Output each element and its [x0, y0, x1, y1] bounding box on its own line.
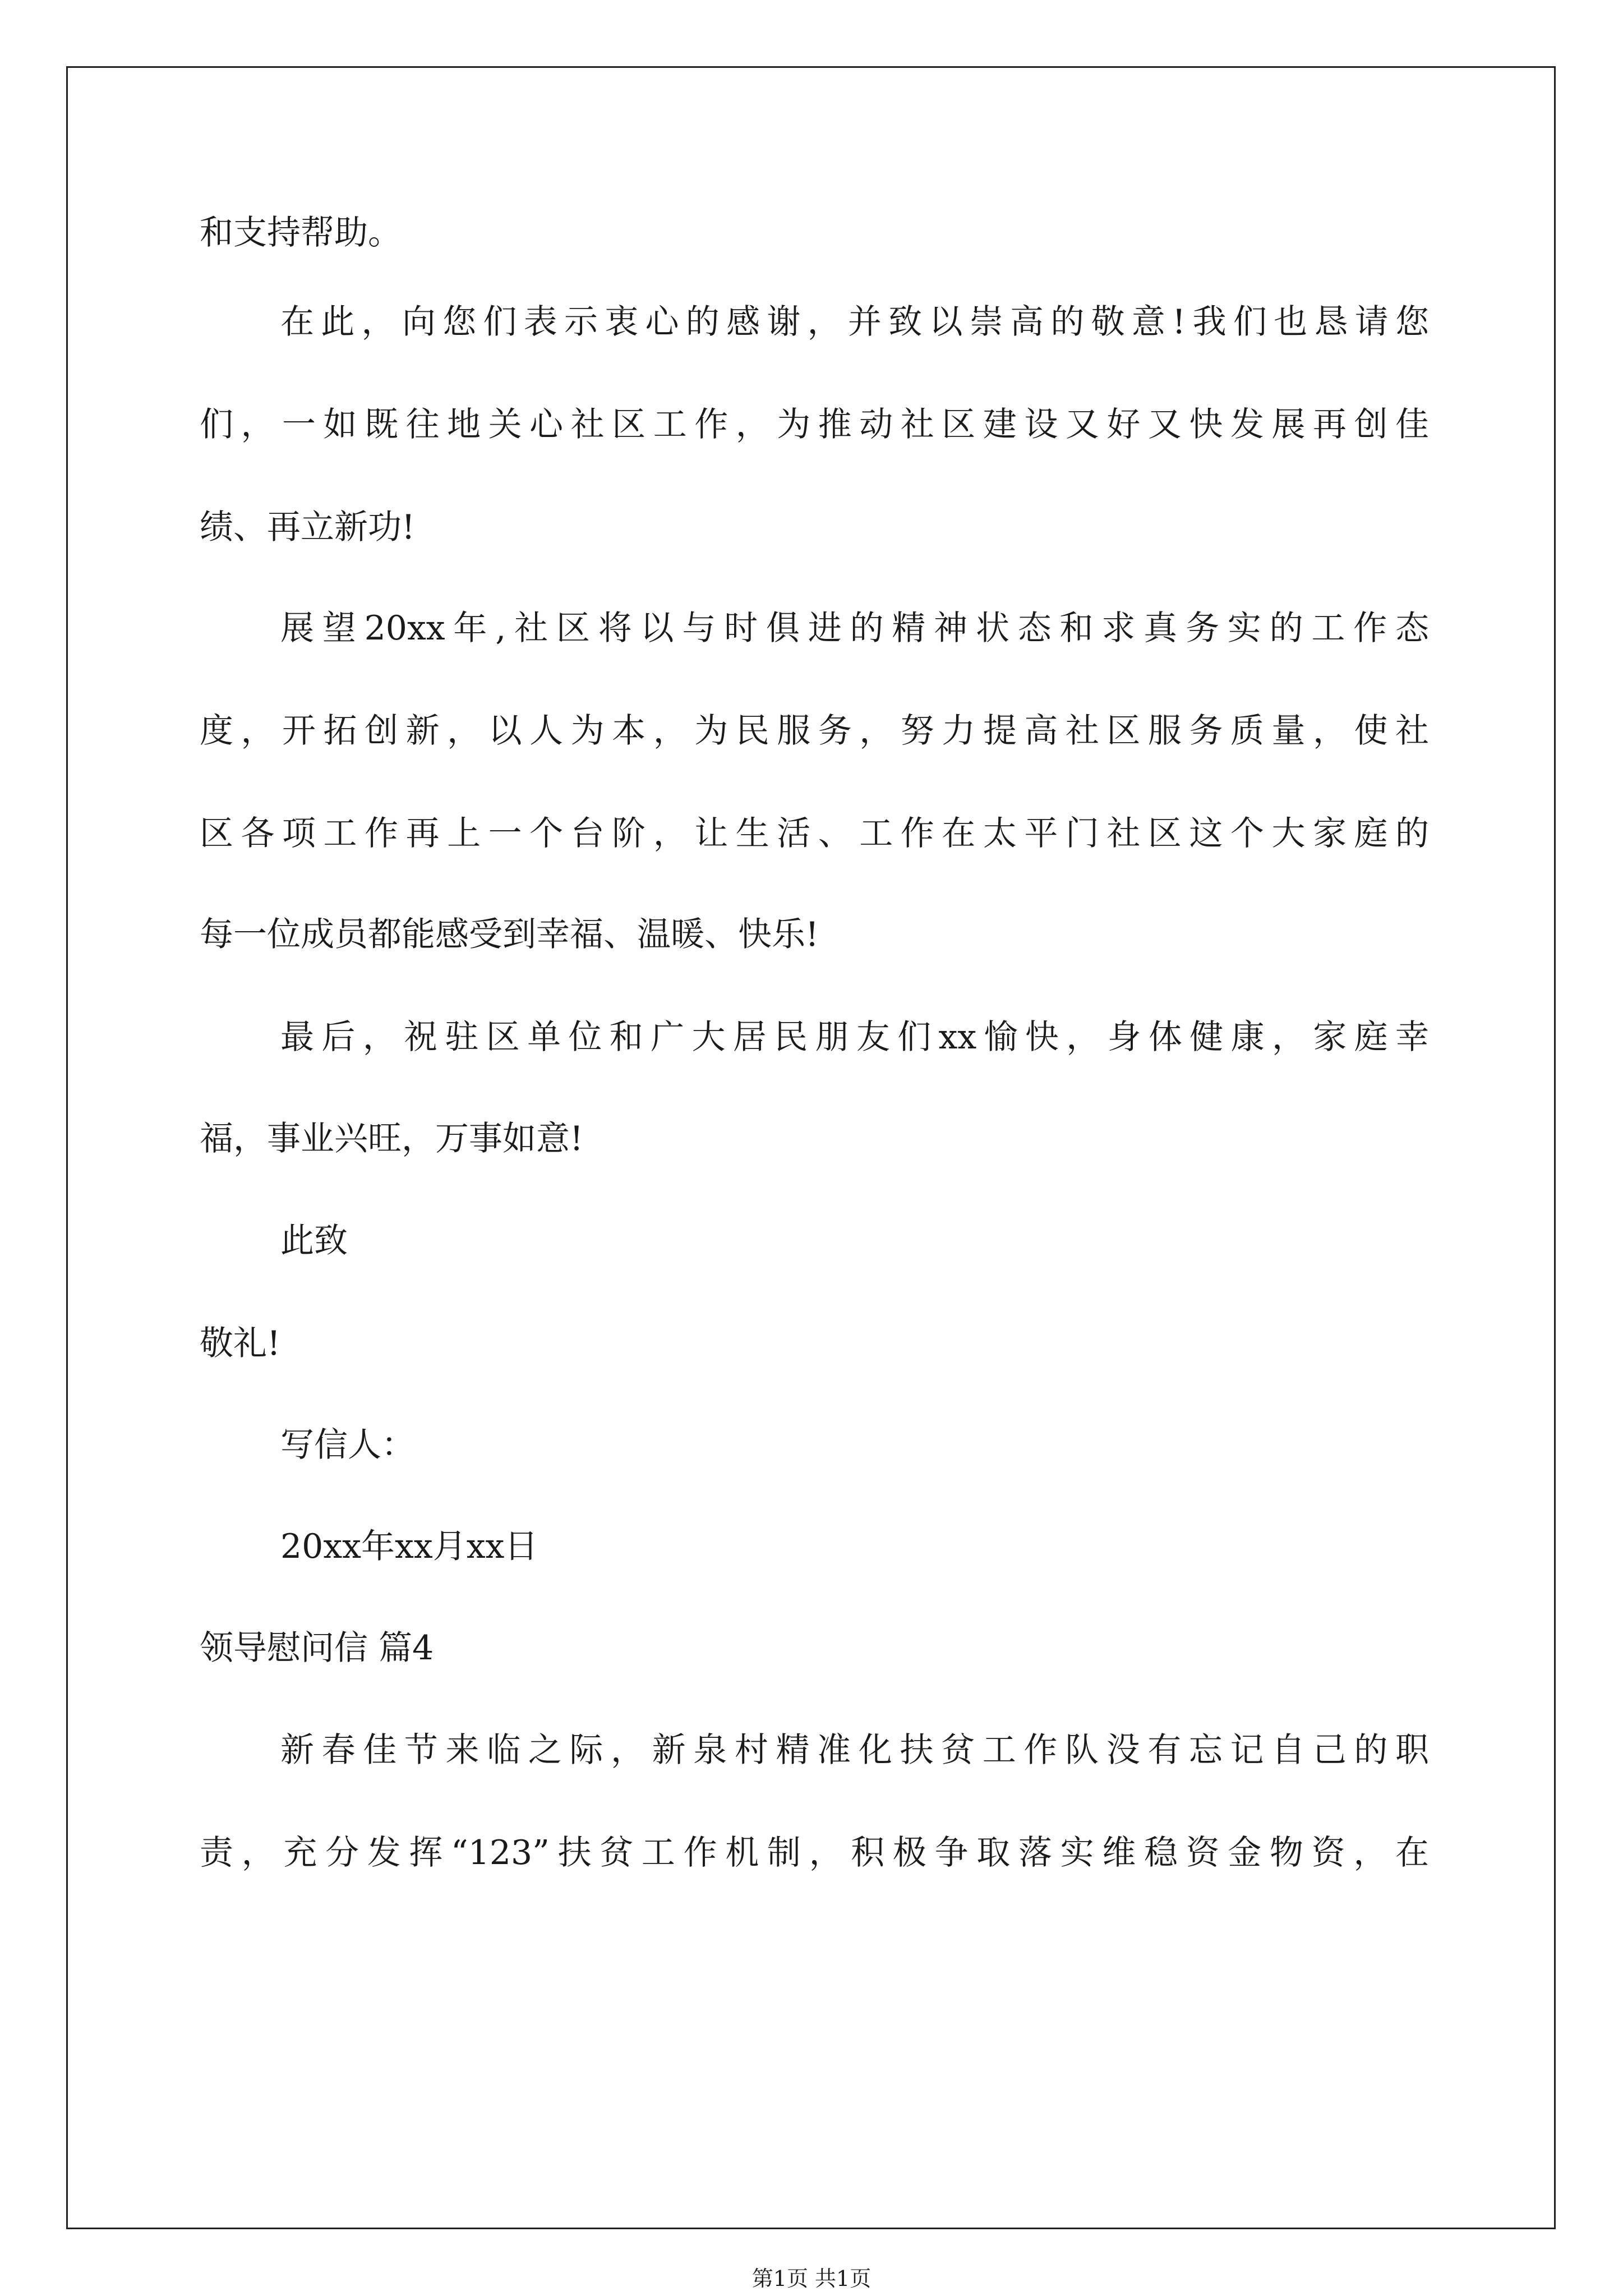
text-line-17: 责，充分发挥“123”扶贫工作机制，积极争取落实维稳资金物资，在 — [200, 1833, 1429, 1872]
salutation-line: 此致 — [280, 1221, 348, 1260]
signature-line: 写信人： — [280, 1425, 415, 1465]
section-heading: 领导慰问信 篇4 — [200, 1628, 434, 1668]
regards-line: 敬礼! — [200, 1324, 281, 1363]
text-line-3: 们，一如既往地关心社区工作，为推动社区建设又好又快发展再创佳 — [200, 405, 1429, 444]
text-line-5: 展望20xx年,社区将以与时俱进的精神状态和求真务实的工作态 — [280, 609, 1429, 648]
text-line-8: 每一位成员都能感受到幸福、温暖、快乐! — [200, 915, 819, 954]
page-footer: 第1页 共1页 — [751, 2266, 872, 2291]
text-line-7: 区各项工作再上一个台阶，让生活、工作在太平门社区这个大家庭的 — [200, 814, 1429, 853]
text-line-1: 和支持帮助。 — [200, 213, 402, 252]
text-line-2: 在此，向您们表示衷心的感谢，并致以崇高的敬意!我们也恳请您 — [280, 302, 1429, 342]
date-line: 20xx年xx月xx日 — [280, 1527, 538, 1566]
text-line-6: 度，开拓创新，以人为本，为民服务，努力提高社区服务质量，使社 — [200, 711, 1429, 751]
text-line-10: 福，事业兴旺，万事如意! — [200, 1119, 584, 1158]
text-line-4: 绩、再立新功! — [200, 508, 416, 547]
text-line-9: 最后，祝驻区单位和广大居民朋友们xx愉快，身体健康，家庭幸 — [280, 1018, 1429, 1057]
text-line-16: 新春佳节来临之际，新泉村精准化扶贫工作队没有忘记自己的职 — [280, 1731, 1429, 1770]
